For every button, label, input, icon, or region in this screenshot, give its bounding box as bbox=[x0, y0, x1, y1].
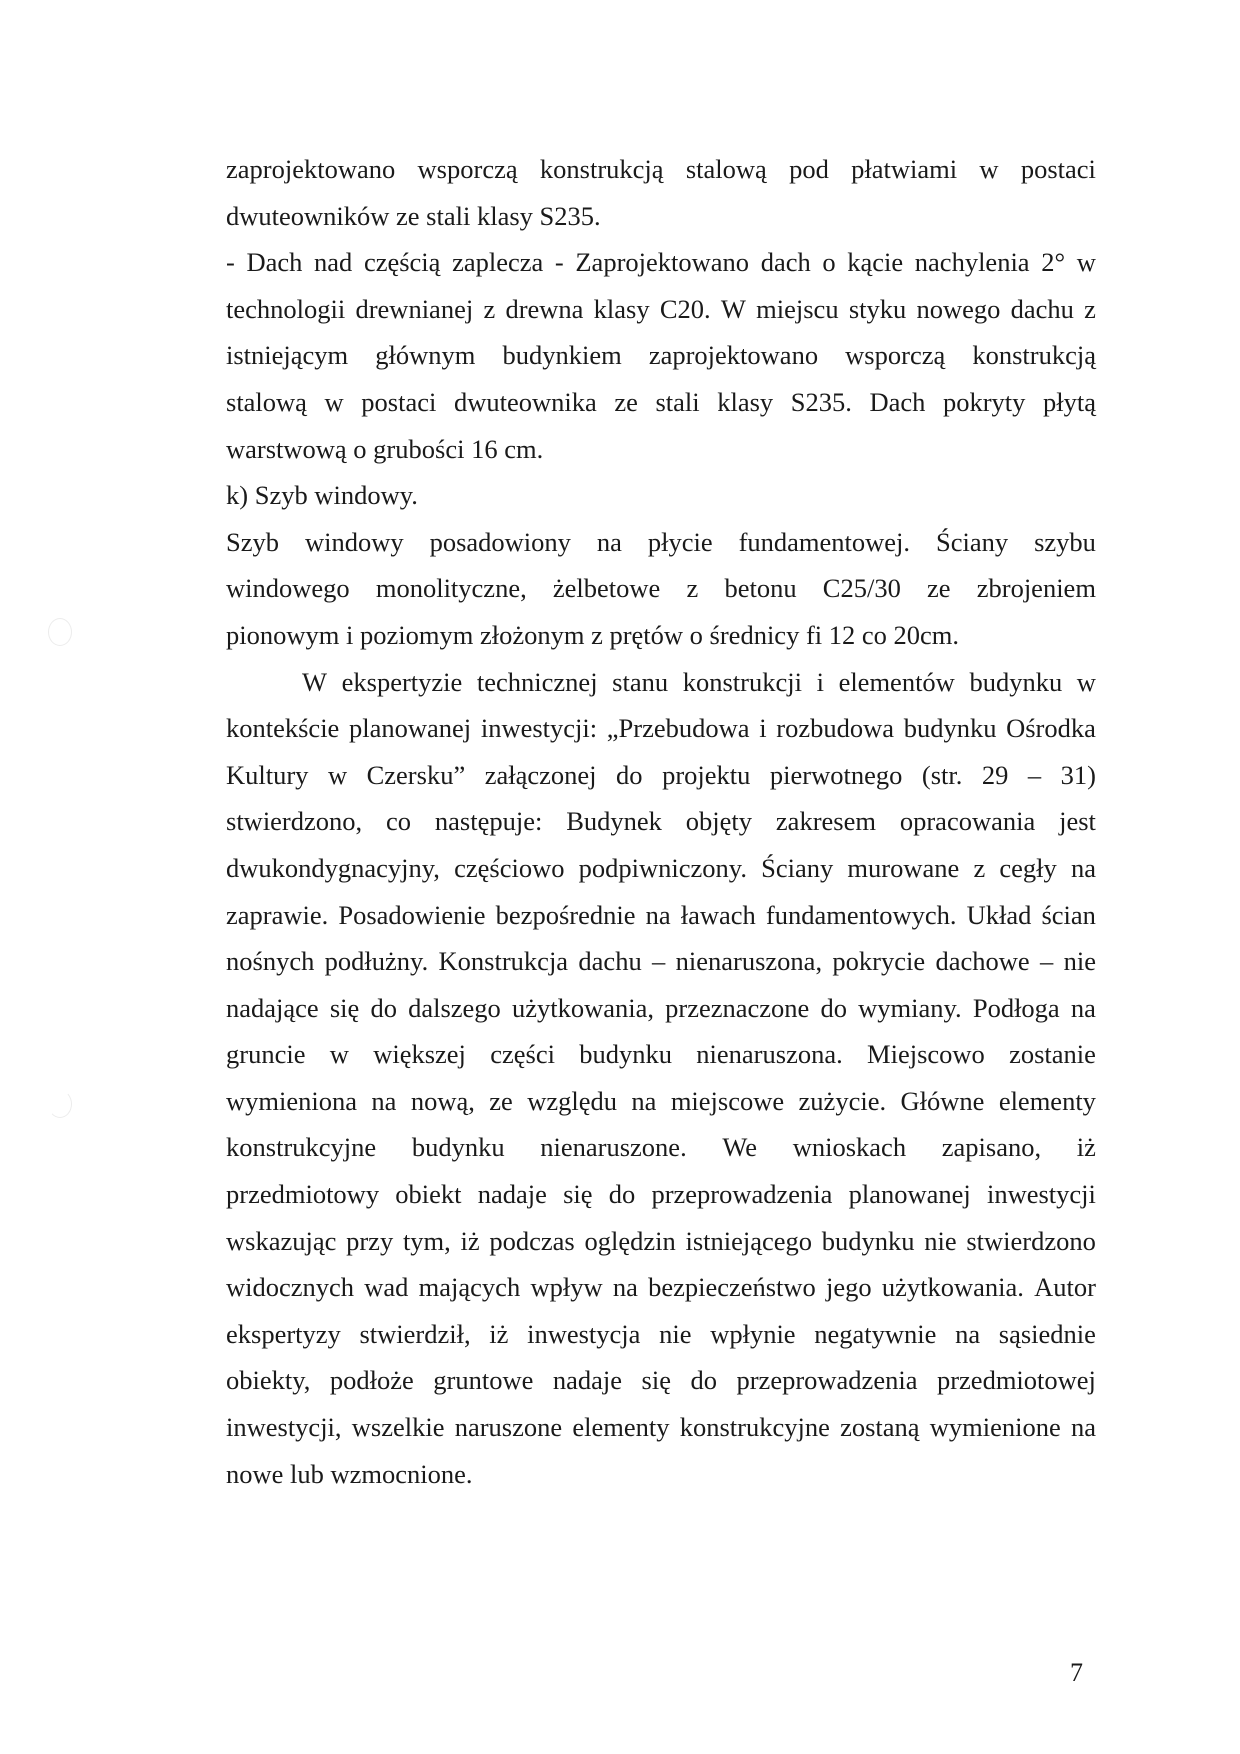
word: stali bbox=[655, 386, 700, 417]
word: w bbox=[329, 1039, 349, 1070]
word: nie bbox=[924, 1225, 957, 1256]
word: postaci bbox=[361, 386, 437, 417]
word: nadające bbox=[226, 992, 319, 1023]
word: projektu bbox=[662, 759, 751, 790]
word: fundamentowej. bbox=[738, 526, 911, 557]
word: przeznaczone bbox=[665, 992, 810, 1023]
word: postaci bbox=[1020, 154, 1096, 184]
word: budynku bbox=[579, 1039, 672, 1070]
word: częścią bbox=[363, 247, 441, 278]
punch-hole-mark bbox=[48, 618, 72, 646]
word: dach bbox=[760, 247, 811, 278]
word: ze bbox=[489, 1085, 513, 1116]
word: dwuteownika bbox=[453, 386, 597, 417]
text-line bbox=[226, 379, 1096, 426]
word: nadaje bbox=[477, 1179, 547, 1210]
word: – bbox=[1040, 946, 1054, 977]
word: iż bbox=[489, 1318, 509, 1349]
word: cegły bbox=[999, 852, 1057, 883]
word: pokrycie bbox=[832, 946, 926, 977]
word: ekspertyzie bbox=[341, 666, 463, 697]
word: w bbox=[979, 154, 999, 184]
word: opracowania bbox=[899, 806, 1036, 837]
word: rozbudowa bbox=[776, 713, 895, 744]
word: do bbox=[820, 992, 847, 1023]
word: wymienione bbox=[929, 1412, 1061, 1443]
word: się bbox=[641, 1365, 671, 1396]
text-line bbox=[226, 1218, 1096, 1265]
text-line bbox=[226, 519, 1096, 566]
word: płytą bbox=[1043, 386, 1096, 417]
word: obiekt bbox=[395, 1179, 462, 1210]
word: częściowo bbox=[454, 852, 565, 883]
word: konstrukcji bbox=[682, 666, 802, 697]
text-line bbox=[226, 892, 1096, 939]
word: konstrukcyjne bbox=[679, 1412, 830, 1443]
word: z bbox=[1084, 293, 1096, 324]
word: zaprojektowano bbox=[648, 340, 819, 371]
word: nienaruszone. bbox=[540, 1132, 687, 1163]
text-line bbox=[226, 985, 1096, 1032]
text-line: warstwową o grubości 16 cm. bbox=[226, 433, 544, 464]
word: na bbox=[1070, 1412, 1096, 1443]
word: inwestycji: bbox=[480, 713, 598, 744]
word: drewnianej bbox=[355, 293, 474, 324]
word: głównym bbox=[375, 340, 476, 371]
word: podczas bbox=[489, 1225, 575, 1256]
word: nową, bbox=[410, 1085, 475, 1116]
word: wymieniona bbox=[226, 1085, 357, 1116]
word: do bbox=[616, 759, 643, 790]
word: stwierdzono, bbox=[226, 806, 363, 837]
word: i bbox=[816, 666, 824, 697]
word: obiekty, bbox=[226, 1365, 311, 1396]
word: klasy bbox=[717, 386, 774, 417]
word: 29 bbox=[981, 759, 1009, 790]
word: nośnych bbox=[226, 946, 315, 977]
word: do bbox=[370, 992, 397, 1023]
word: użytkowania, bbox=[511, 992, 654, 1023]
word: zbrojeniem bbox=[976, 573, 1096, 604]
word: iż bbox=[1076, 1132, 1096, 1163]
word: Czersku” bbox=[366, 759, 466, 790]
word: negatywnie bbox=[814, 1318, 937, 1349]
word: Ośrodka bbox=[1006, 713, 1096, 744]
word: ścian bbox=[1041, 899, 1096, 930]
word: na bbox=[1070, 852, 1096, 883]
word: C20. bbox=[659, 293, 711, 324]
word: się bbox=[329, 992, 360, 1023]
word: części bbox=[490, 1039, 555, 1070]
word: bezpośrednie bbox=[495, 899, 636, 930]
word: dachowe bbox=[935, 946, 1030, 977]
word: inwestycji, bbox=[226, 1412, 342, 1443]
word: na bbox=[612, 1272, 638, 1303]
document-body bbox=[226, 146, 1096, 1497]
text-line: k) Szyb windowy. bbox=[226, 480, 418, 511]
word: nie bbox=[1063, 946, 1096, 977]
word: nowego bbox=[916, 293, 1001, 324]
word: większej bbox=[373, 1039, 466, 1070]
word: drewna bbox=[505, 293, 584, 324]
word: zaprojektowano bbox=[226, 154, 396, 184]
word: gruntowe bbox=[433, 1365, 534, 1396]
text-line bbox=[226, 1404, 1096, 1451]
word: płatwiami bbox=[851, 154, 958, 184]
word: na bbox=[645, 899, 671, 930]
word: ze bbox=[927, 573, 951, 604]
word: w bbox=[327, 759, 348, 790]
word: w bbox=[324, 386, 344, 417]
word: przeprowadzenia bbox=[651, 1179, 833, 1210]
word: zużycie. bbox=[798, 1085, 887, 1116]
word: konstrukcyjne bbox=[226, 1132, 377, 1163]
word: murowane bbox=[847, 852, 960, 883]
word: wsporczą bbox=[417, 154, 518, 184]
word: C25/30 bbox=[822, 573, 901, 604]
word: klasy bbox=[593, 293, 650, 324]
word: nienaruszona. bbox=[696, 1039, 843, 1070]
word: jest bbox=[1059, 806, 1096, 837]
word: Dach bbox=[869, 386, 926, 417]
word: względu bbox=[527, 1085, 617, 1116]
word: Dach bbox=[246, 247, 303, 278]
word: zostaną bbox=[840, 1412, 920, 1443]
word: przeprowadzenia bbox=[736, 1365, 918, 1396]
word: do bbox=[690, 1365, 717, 1396]
word: windowy bbox=[304, 526, 404, 557]
text-line bbox=[226, 1031, 1096, 1078]
word: na bbox=[1070, 992, 1096, 1023]
word: płycie bbox=[647, 526, 713, 557]
word: stalową bbox=[226, 386, 307, 417]
word: styku bbox=[848, 293, 907, 324]
word: We bbox=[722, 1132, 758, 1163]
word: W bbox=[302, 666, 328, 697]
text-line bbox=[226, 239, 1096, 286]
word: przedmiotowej bbox=[936, 1365, 1096, 1396]
word: na bbox=[371, 1085, 397, 1116]
word: z bbox=[483, 293, 496, 324]
word: Konstrukcja bbox=[438, 946, 569, 977]
word: planowanej bbox=[848, 1179, 971, 1210]
word: ławach bbox=[680, 899, 756, 930]
word: pod bbox=[789, 154, 829, 184]
text-line: dwuteowników ze stali klasy S235. bbox=[226, 200, 601, 231]
word: nadaje bbox=[552, 1365, 623, 1396]
word: wskazując bbox=[226, 1225, 337, 1256]
word: – bbox=[1027, 759, 1042, 790]
text-line bbox=[226, 565, 1096, 612]
word: zaprawie. bbox=[226, 899, 329, 930]
word: podłużny. bbox=[324, 946, 429, 977]
word: Ściany bbox=[936, 526, 1009, 557]
word: podłoże bbox=[329, 1365, 414, 1396]
word: monolityczne, bbox=[375, 573, 527, 604]
word: przedmiotowy bbox=[226, 1179, 380, 1210]
word: elementów bbox=[838, 666, 955, 697]
word: budynku bbox=[969, 666, 1063, 697]
word: elementy bbox=[998, 1085, 1096, 1116]
word: tym, bbox=[402, 1225, 451, 1256]
word: W bbox=[720, 293, 746, 324]
word: i bbox=[759, 713, 767, 744]
word: 2° bbox=[1041, 247, 1066, 278]
word: kontekście bbox=[226, 713, 340, 744]
word: – bbox=[652, 946, 666, 977]
word: istniejącym bbox=[226, 340, 349, 371]
word: wpłynie bbox=[710, 1318, 796, 1349]
text-line bbox=[226, 146, 1096, 193]
word: Zaprojektowano bbox=[575, 247, 750, 278]
word: stalową bbox=[685, 154, 767, 184]
word: „Przebudowa bbox=[606, 713, 750, 744]
word: wsporczą bbox=[845, 340, 946, 371]
word: wszelkie bbox=[351, 1412, 445, 1443]
word: miejscowe bbox=[670, 1085, 785, 1116]
word: budynkiem bbox=[502, 340, 622, 371]
word: Posadowienie bbox=[338, 899, 486, 930]
word: załączonej bbox=[484, 759, 597, 790]
word: wpływ bbox=[530, 1272, 603, 1303]
word: nie bbox=[659, 1318, 692, 1349]
word: na bbox=[631, 1085, 657, 1116]
text-line bbox=[226, 332, 1096, 379]
word: jego bbox=[826, 1272, 872, 1303]
word: podpiwniczony. bbox=[578, 852, 747, 883]
word: do bbox=[608, 1179, 636, 1210]
word: zostanie bbox=[1009, 1039, 1096, 1070]
word: o bbox=[822, 247, 836, 278]
text-line bbox=[226, 659, 1096, 706]
word: się bbox=[563, 1179, 593, 1210]
word: 31) bbox=[1060, 759, 1096, 790]
word: gruncie bbox=[226, 1039, 306, 1070]
word: oględzin bbox=[584, 1225, 676, 1256]
word: stwierdzono bbox=[966, 1225, 1096, 1256]
word: technologii bbox=[226, 293, 346, 324]
word: na bbox=[955, 1318, 981, 1349]
word: dwukondygnacyjny, bbox=[226, 852, 440, 883]
word: pokryty bbox=[942, 386, 1026, 417]
word: widocznych bbox=[226, 1272, 355, 1303]
word: w bbox=[1076, 247, 1096, 278]
word: budynku bbox=[411, 1132, 505, 1163]
text-line bbox=[226, 938, 1096, 985]
word: nad bbox=[314, 247, 353, 278]
text-line bbox=[226, 286, 1096, 333]
word: posadowiony bbox=[429, 526, 571, 557]
word: Szyb bbox=[226, 526, 279, 557]
word: objęty bbox=[685, 806, 753, 837]
word: fundamentowych. bbox=[765, 899, 957, 930]
word: żelbetowe bbox=[552, 573, 661, 604]
word: inwestycja bbox=[527, 1318, 641, 1349]
word: miejscu bbox=[756, 293, 839, 324]
word: betonu bbox=[724, 573, 797, 604]
word: szybu bbox=[1034, 526, 1096, 557]
word: Kultury bbox=[226, 759, 309, 790]
word: elementy bbox=[572, 1412, 670, 1443]
text-line bbox=[226, 752, 1096, 799]
word: co bbox=[386, 806, 412, 837]
word: Główne bbox=[900, 1085, 985, 1116]
word: pierwotnego bbox=[769, 759, 903, 790]
word: zaplecza bbox=[452, 247, 544, 278]
word: - bbox=[226, 247, 235, 278]
text-line: nowe lub wzmocnione. bbox=[226, 1458, 473, 1489]
text-line bbox=[226, 845, 1096, 892]
word: Miejscowo bbox=[867, 1039, 985, 1070]
word: Podłoga bbox=[972, 992, 1060, 1023]
word: bezpieczeństwo bbox=[648, 1272, 816, 1303]
word: Ściany bbox=[761, 852, 834, 883]
text-line bbox=[226, 1078, 1096, 1125]
text-line bbox=[226, 1124, 1096, 1171]
punch-hole-mark bbox=[48, 1090, 72, 1118]
word: nienaruszona, bbox=[675, 946, 823, 977]
word: na bbox=[596, 526, 622, 557]
word: budynku bbox=[821, 1225, 915, 1256]
word: iż bbox=[460, 1225, 480, 1256]
word: przy bbox=[346, 1225, 394, 1256]
text-line bbox=[226, 1264, 1096, 1311]
word: sąsiednie bbox=[998, 1318, 1096, 1349]
word: - bbox=[554, 247, 564, 278]
word: następuje: bbox=[434, 806, 543, 837]
text-line bbox=[226, 798, 1096, 845]
text-line bbox=[226, 1171, 1096, 1218]
word: z bbox=[973, 852, 986, 883]
word: zapisano, bbox=[941, 1132, 1042, 1163]
word: dalszego bbox=[408, 992, 501, 1023]
word: konstrukcją bbox=[539, 154, 664, 184]
word: zakresem bbox=[775, 806, 876, 837]
word: Autor bbox=[1034, 1272, 1096, 1303]
text-line bbox=[226, 1357, 1096, 1404]
word: wnioskach bbox=[792, 1132, 907, 1163]
word: (str. bbox=[921, 759, 963, 790]
word: inwestycji bbox=[986, 1179, 1096, 1210]
word: stanu bbox=[612, 666, 669, 697]
word: konstrukcją bbox=[972, 340, 1096, 371]
word: wad bbox=[364, 1272, 409, 1303]
word: mających bbox=[418, 1272, 521, 1303]
word: Budynek bbox=[566, 806, 662, 837]
text-line bbox=[226, 705, 1096, 752]
text-line bbox=[226, 1311, 1096, 1358]
word: istniejącego bbox=[685, 1225, 813, 1256]
word: planowanej bbox=[349, 713, 472, 744]
word: stwierdził, bbox=[359, 1318, 471, 1349]
word: w bbox=[1076, 666, 1096, 697]
word: wymiany. bbox=[858, 992, 962, 1023]
word: z bbox=[686, 573, 699, 604]
page-number: 7 bbox=[1070, 1658, 1083, 1687]
word: Układ bbox=[966, 899, 1032, 930]
text-line: pionowym i poziomym złożonym z prętów o średnicy fi 12 co 20cm. bbox=[226, 619, 960, 650]
word: naruszone bbox=[454, 1412, 563, 1443]
word: ze bbox=[614, 386, 638, 417]
word: dachu bbox=[1010, 293, 1074, 324]
word: kącie bbox=[847, 247, 904, 278]
word: budynku bbox=[903, 713, 997, 744]
word: nachylenia bbox=[914, 247, 1030, 278]
word: windowego bbox=[226, 573, 350, 604]
word: S235. bbox=[790, 386, 852, 417]
word: dachu bbox=[578, 946, 642, 977]
word: technicznej bbox=[476, 666, 598, 697]
word: ekspertyzy bbox=[226, 1318, 341, 1349]
word: użytkowania. bbox=[881, 1272, 1024, 1303]
